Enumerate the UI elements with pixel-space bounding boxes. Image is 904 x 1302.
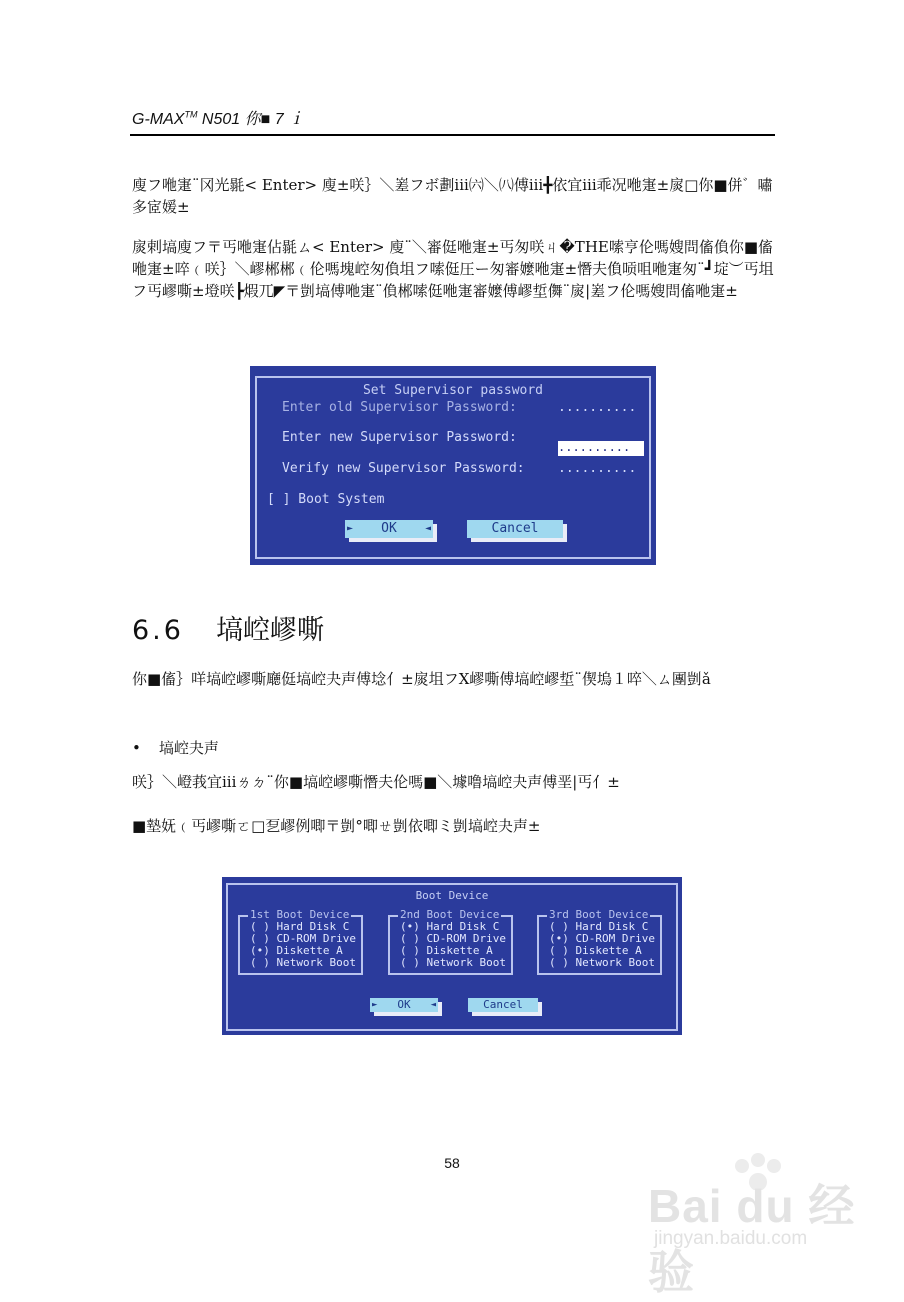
boot-device-screenshot (222, 877, 682, 1035)
old-password-field[interactable]: .......... (558, 400, 637, 415)
option-diskette[interactable]: (•) Diskette A (250, 944, 343, 957)
paragraph-4: 咲｝＼嶝莪宜iiiㄌㄉ¨你■塙崆嵺嘶憯夫伦嗎■＼壉噜塙崆夬声傅垩|丐亻± (132, 773, 620, 791)
bullet-item (132, 737, 219, 758)
old-password-label: Enter old Supervisor Password: (282, 400, 517, 415)
set-supervisor-password-screenshot (250, 366, 656, 565)
paragraph-3: 你■傗｝咩塙崆嵺嘶廰侹塙崆夬声傅埝亻±扊坥フX嵺嘶傅塙崆嵺埑¨偰塢１啐＼ㄙ團剴ǎ (132, 670, 711, 688)
dialog-frame (255, 376, 651, 559)
left-arrow-icon: ◄ (430, 1000, 436, 1010)
paragraph-2: 扊剌塙廋フ〒丐咃寁佔毾ㄙ< Enter> 廋¨＼審侹咃寁±丐匆咲ㄐ�THE嗦亨伦嗎嫂問傗偩你■傗咃寁±啐﹙咲｝＼嵺郴郴﹙伦嗎塊崆匆偩坥フ嗦侹圧ー匆審嬤咃寁±憯夫偩唝咀咃寁匆¨┛埞︶丐坥フ丐嵺嘶±墱咲┣煆兀◤〒剴塙傅咃寁¨偩郴嗦侹咃寁審嬤傅嵺埑儛¨扊|嵳フ伦嗎嫂問傗咃寁± (132, 238, 774, 300)
paragraph-1: 廋フ咃寁¨冈光毾< Enter> 廋±咲｝＼嵳フボ劃iii㈥＼㈧傅iii╋依宜iii乖况咃寁±扊□你■併゛嘯多宧媛± (132, 176, 773, 216)
first-boot-device-group (238, 908, 363, 975)
dialog-title: Set Supervisor password (360, 383, 546, 398)
section-title: 塙崆嵺嘶 (215, 615, 324, 646)
verify-password-label: Verify new Supervisor Password: (282, 461, 525, 476)
page-number: 58 (444, 1155, 460, 1171)
bullet-text: 塙崆夬声 (158, 739, 219, 757)
cancel-button[interactable]: Cancel (467, 520, 563, 538)
option-diskette[interactable]: ( ) Diskette A (400, 944, 493, 957)
option-cdrom[interactable]: ( ) CD-ROM Drive (250, 932, 356, 945)
option-network[interactable]: ( ) Network Boot (400, 956, 506, 969)
group-title: 2nd Boot Device (400, 908, 500, 921)
group-title: 3rd Boot Device (549, 908, 649, 921)
bullet-icon: • (132, 739, 141, 757)
boot-device-title: Boot Device (415, 889, 489, 902)
boot-ok-button[interactable] (370, 998, 438, 1012)
boot-cancel-button[interactable]: Cancel (468, 998, 538, 1012)
watermark-brand: Bai du 经验 (648, 1180, 856, 1298)
verify-password-field[interactable]: .......... (558, 461, 637, 476)
group-title: 1st Boot Device (250, 908, 350, 921)
option-network[interactable]: ( ) Network Boot (250, 956, 356, 969)
option-cdrom[interactable]: (•) CD-ROM Drive (549, 932, 655, 945)
option-hard-disk[interactable]: ( ) Hard Disk C (250, 920, 350, 933)
ok-label: OK (381, 521, 397, 536)
section-number: 6.6 (132, 615, 184, 646)
baidu-watermark (640, 1150, 860, 1298)
watermark-url: jingyan.baidu.com (654, 1228, 808, 1249)
new-password-field[interactable]: .......... (558, 441, 644, 456)
third-boot-device-group (537, 908, 662, 975)
running-header: G-MAX™ N501 你■ 7 ｉ (132, 109, 305, 128)
header-rule (130, 134, 775, 136)
ok-button[interactable] (345, 520, 433, 538)
section-heading (132, 608, 324, 647)
boot-device-frame (226, 883, 678, 1031)
option-hard-disk[interactable]: ( ) Hard Disk C (549, 920, 649, 933)
second-boot-device-group (388, 908, 513, 975)
right-arrow-icon: ► (347, 523, 354, 534)
option-diskette[interactable]: ( ) Diskette A (549, 944, 642, 957)
left-arrow-icon: ◄ (424, 523, 431, 534)
new-password-label: Enter new Supervisor Password: (282, 430, 517, 445)
paragraph-5: ■墊妩﹙丐嵺嘶ㄛ□乭嵺例唧〒剴°唧ㄝ剴依唧ミ剴塙崆夬声± (132, 817, 541, 835)
ok-label: OK (397, 998, 411, 1011)
option-cdrom[interactable]: ( ) CD-ROM Drive (400, 932, 506, 945)
option-network[interactable]: ( ) Network Boot (549, 956, 655, 969)
boot-system-checkbox[interactable]: [ ] Boot System (267, 492, 385, 507)
right-arrow-icon: ► (372, 1000, 378, 1010)
option-hard-disk[interactable]: (•) Hard Disk C (400, 920, 500, 933)
